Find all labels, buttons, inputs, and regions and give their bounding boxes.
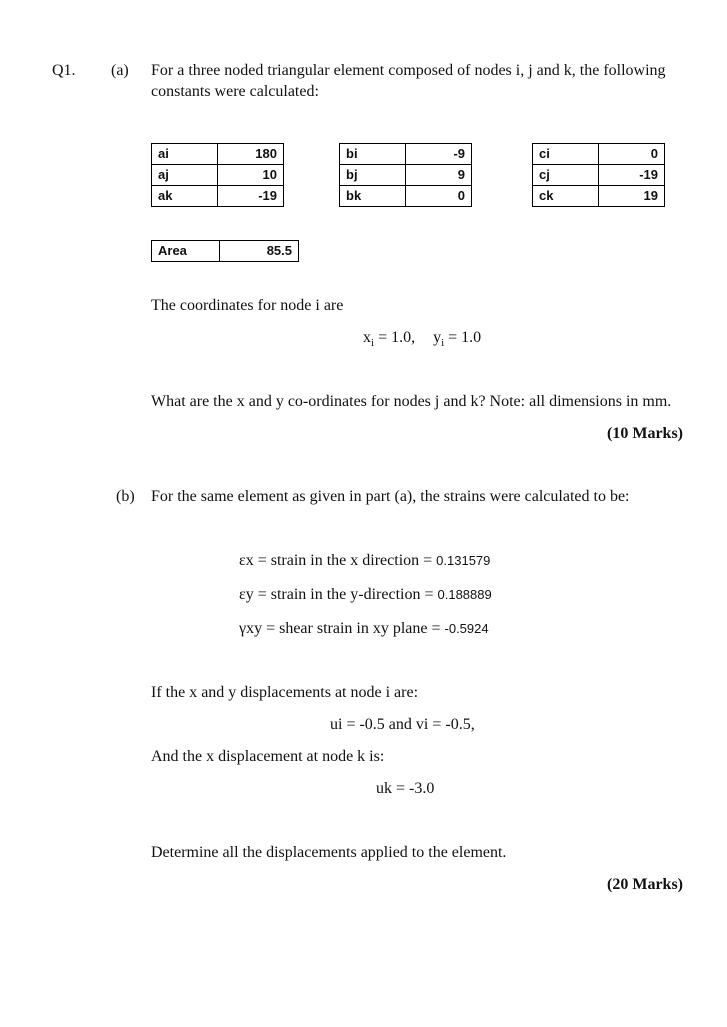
- y-subscript: i: [441, 337, 445, 350]
- cell-value: 19: [599, 186, 665, 207]
- displacement-node-k: uk = -3.0: [376, 780, 435, 797]
- strain-x-text: εx = strain in the x direction =: [239, 552, 437, 569]
- table-row: [340, 144, 472, 165]
- table-row: [152, 241, 299, 262]
- area-label: Area: [152, 241, 220, 262]
- cell-label: cj: [533, 165, 599, 186]
- question-number: Q1.: [52, 62, 76, 79]
- displacement-node-i: ui = -0.5 and vi = -0.5,: [330, 716, 475, 733]
- table-row: [152, 186, 284, 207]
- table-row: [152, 144, 284, 165]
- cell-label: bk: [340, 186, 406, 207]
- strain-y-text: εy = strain in the y-direction =: [239, 586, 438, 603]
- part-a-intro-line2: constants were calculated:: [151, 83, 319, 100]
- cell-label: ak: [152, 186, 218, 207]
- shear-strain-xy: [239, 619, 489, 638]
- cell-value: -19: [218, 186, 284, 207]
- part-b-question: Determine all the displacements applied to the element.: [151, 844, 507, 861]
- area-value: 85.5: [220, 241, 299, 262]
- table-row: [152, 165, 284, 186]
- cell-label: bj: [340, 165, 406, 186]
- strain-y: [239, 585, 492, 604]
- part-a-label: (a): [111, 62, 129, 79]
- shear-strain-value: -0.5924: [444, 621, 489, 636]
- table-row: [533, 186, 665, 207]
- table-row: [533, 144, 665, 165]
- node-i-coords: [363, 328, 481, 350]
- part-a-intro-line1: For a three noded triangular element composed of nodes i, j and k, the following: [151, 62, 666, 79]
- cell-value: -19: [599, 165, 665, 186]
- cell-value: 0: [406, 186, 472, 207]
- cell-label: ci: [533, 144, 599, 165]
- strain-x: [239, 551, 490, 570]
- cell-label: aj: [152, 165, 218, 186]
- table-row: [340, 165, 472, 186]
- x-value: = 1.0,: [374, 329, 416, 346]
- cell-label: ck: [533, 186, 599, 207]
- cell-label: bi: [340, 144, 406, 165]
- strain-x-value: 0.131579: [436, 553, 491, 568]
- y-value: = 1.0: [444, 329, 482, 346]
- part-b-intro: For the same element as given in part (a), the strains were calculated to be:: [151, 488, 630, 505]
- area-table: [151, 240, 299, 262]
- cell-value: 9: [406, 165, 472, 186]
- part-b-marks: (20 Marks): [607, 876, 683, 893]
- cell-label: ai: [152, 144, 218, 165]
- cell-value: 10: [218, 165, 284, 186]
- cell-value: -9: [406, 144, 472, 165]
- part-a-question: What are the x and y co-ordinates for nodes j and k? Note: all dimensions in mm.: [151, 393, 672, 410]
- table-row: [533, 165, 665, 186]
- strain-y-value: 0.188889: [437, 587, 492, 602]
- y-symbol: y: [433, 329, 442, 346]
- cell-value: 180: [218, 144, 284, 165]
- part-b-label: (b): [116, 488, 135, 505]
- table-row: [340, 186, 472, 207]
- table-b-constants: [339, 143, 472, 207]
- x-subscript: i: [371, 337, 375, 350]
- x-symbol: x: [363, 329, 371, 346]
- displacement-k-intro: And the x displacement at node k is:: [151, 748, 385, 765]
- coords-intro: The coordinates for node i are: [151, 297, 344, 314]
- cell-value: 0: [599, 144, 665, 165]
- part-a-marks: (10 Marks): [607, 425, 683, 442]
- shear-strain-text: γxy = shear strain in xy plane =: [239, 620, 445, 637]
- displacement-intro: If the x and y displacements at node i are:: [151, 684, 419, 701]
- table-c-constants: [532, 143, 665, 207]
- table-a-constants: [151, 143, 284, 207]
